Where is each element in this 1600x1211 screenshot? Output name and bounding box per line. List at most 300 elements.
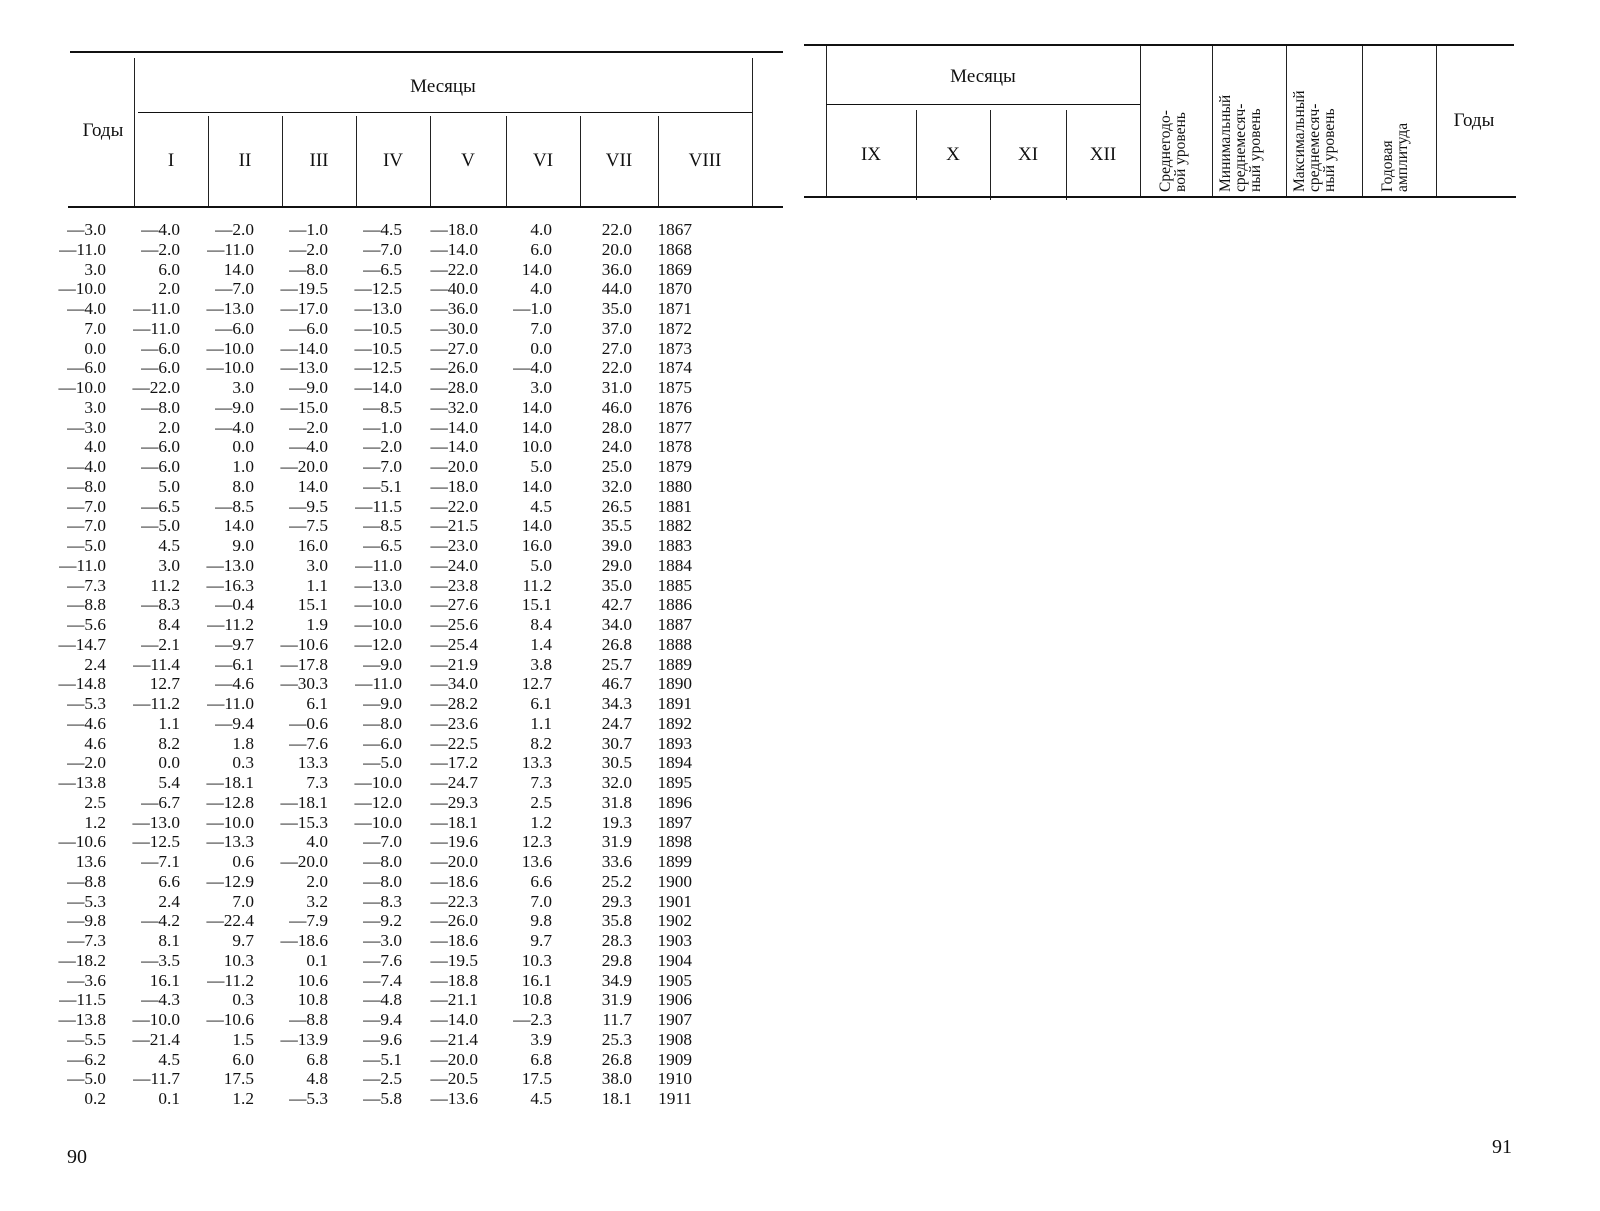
table-cell: 6.1: [306, 694, 328, 713]
table-cell: —13.6: [430, 1089, 478, 1108]
table-cell: 38.0: [601, 1069, 632, 1089]
table-cell: —5.0: [363, 753, 402, 773]
table-cell: 3.2: [306, 891, 328, 911]
table-cell: 37.0: [601, 318, 632, 338]
table-cell: 25.0: [601, 457, 632, 476]
table-cell: 1873: [657, 338, 692, 358]
table-cell: —18.1: [280, 792, 328, 812]
table-cell: 9.8: [530, 911, 552, 931]
table-cell: —10.0: [206, 358, 254, 378]
table-cell: —5.0: [67, 1069, 106, 1089]
table-cell: 13.3: [521, 753, 552, 773]
table-cell: —9.0: [215, 397, 254, 417]
table-cell: 0.0: [84, 338, 106, 358]
table-cell: —13.9: [280, 1029, 328, 1049]
table-cell: —3.6: [67, 970, 106, 990]
table-cell: —10.5: [354, 318, 402, 338]
table-cell: 1.1: [158, 713, 180, 733]
table-cell: 1885: [657, 575, 692, 595]
column-divider: [916, 110, 917, 200]
table-cell: —12.8: [206, 792, 254, 812]
table-cell: 10.8: [521, 990, 552, 1010]
table-cell: —21.9: [430, 654, 478, 674]
table-cell: 35.0: [601, 575, 632, 595]
table-cell: 2.0: [158, 417, 180, 437]
annual-mean-header: Среднегодо- вой уровень: [1157, 110, 1189, 192]
table-cell: —20.0: [280, 457, 328, 476]
table-cell: —11.0: [133, 299, 180, 318]
table-cell: —7.0: [67, 496, 106, 516]
month-header-iii: III: [309, 150, 329, 171]
months-rule: [826, 104, 1140, 105]
column-divider: [580, 116, 581, 208]
table-cell: —1.0: [289, 220, 328, 239]
table-cell: —13.8: [58, 1010, 106, 1029]
table-cell: 1897: [657, 812, 692, 832]
table-cell: 1876: [657, 397, 692, 417]
table-cell: 0.1: [158, 1089, 180, 1108]
table-cell: —7.5: [289, 516, 328, 536]
table-cell: 1867: [657, 220, 692, 239]
table-cell: —7.3: [67, 575, 106, 595]
table-cell: —22.5: [430, 733, 478, 753]
months-rule: [138, 112, 752, 113]
table-cell: —10.0: [354, 615, 402, 634]
table-cell: 44.0: [601, 279, 632, 299]
table-cell: 1886: [657, 595, 692, 615]
table-cell: 32.0: [601, 773, 632, 792]
column-divider: [990, 110, 991, 200]
table-cell: —10.0: [206, 338, 254, 358]
table-cell: —1.0: [513, 299, 552, 318]
table-cell: 10.3: [521, 950, 552, 970]
table-cell: —22.0: [132, 378, 180, 397]
table-cell: 5.4: [158, 773, 180, 792]
table-cell: 14.0: [223, 516, 254, 536]
table-cell: 0.3: [232, 753, 254, 773]
month-header-vi: VI: [532, 150, 554, 171]
month-header-viii: VIII: [688, 150, 722, 171]
table-cell: —1.0: [363, 417, 402, 437]
table-cell: 34.9: [601, 970, 632, 990]
table-cell: 35.5: [601, 516, 632, 536]
table-cell: 4.5: [530, 1089, 552, 1108]
table-cell: 1882: [657, 516, 692, 536]
table-cell: —14.0: [280, 338, 328, 358]
table-cell: 7.0: [232, 891, 254, 911]
table-cell: —22.0: [430, 259, 478, 279]
table-cell: 1870: [657, 279, 692, 299]
table-cell: 2.0: [158, 279, 180, 299]
table-cell: —10.0: [206, 812, 254, 832]
table-cell: —6.0: [289, 318, 328, 338]
table-cell: —4.2: [141, 911, 180, 931]
table-cell: 1906: [657, 990, 692, 1010]
table-cell: 0.0: [158, 753, 180, 773]
table-cell: 1887: [657, 615, 692, 634]
table-cell: —18.6: [430, 931, 478, 950]
table-cell: 5.0: [530, 555, 552, 575]
table-cell: 15.1: [521, 595, 552, 615]
table-cell: —12.5: [132, 832, 180, 852]
table-cell: —13.0: [206, 555, 254, 575]
table-cell: —4.0: [67, 457, 106, 476]
table-cell: —14.8: [58, 674, 106, 694]
table-cell: —6.5: [363, 259, 402, 279]
table-cell: 1910: [657, 1069, 692, 1089]
table-cell: 42.7: [601, 595, 632, 615]
table-cell: 8.2: [158, 733, 180, 753]
table-cell: 1895: [657, 773, 692, 792]
table-cell: 14.0: [521, 417, 552, 437]
table-cell: —12.9: [206, 871, 254, 891]
table-cell: 25.7: [601, 654, 632, 674]
table-cell: —12.0: [354, 634, 402, 654]
table-cell: —18.0: [430, 476, 478, 496]
table-cell: 35.8: [601, 911, 632, 931]
table-cell: —11.0: [355, 555, 402, 575]
table-cell: —10.0: [58, 378, 106, 397]
table-cell: —15.3: [280, 812, 328, 832]
table-cell: 4.0: [530, 279, 552, 299]
table-cell: —8.0: [363, 713, 402, 733]
table-cell: —2.0: [289, 417, 328, 437]
table-cell: 1868: [657, 239, 692, 259]
table-cell: 3.0: [232, 378, 254, 397]
table-cell: 6.1: [530, 694, 552, 713]
table-cell: —9.2: [363, 911, 402, 931]
table-cell: 3.0: [84, 259, 106, 279]
table-cell: 1884: [657, 555, 692, 575]
table-cell: 8.0: [232, 476, 254, 496]
table-cell: —10.0: [132, 1010, 180, 1029]
table-cell: 19.3: [601, 812, 632, 832]
table-cell: —4.0: [67, 299, 106, 318]
table-cell: 1907: [657, 1010, 692, 1029]
table-cell: 16.0: [521, 536, 552, 555]
table-cell: 1889: [657, 654, 692, 674]
table-cell: 4.0: [84, 437, 106, 457]
table-cell: —9.0: [363, 654, 402, 674]
table-cell: —7.6: [363, 950, 402, 970]
table-cell: —18.2: [58, 950, 106, 970]
table-cell: —24.0: [430, 555, 478, 575]
table-cell: —2.0: [289, 239, 328, 259]
table-cell: —3.0: [363, 931, 402, 950]
table-cell: —21.1: [430, 990, 478, 1010]
table-cell: 16.1: [521, 970, 552, 990]
table-cell: 3.8: [530, 654, 552, 674]
table-cell: 5.0: [158, 476, 180, 496]
table-cell: —4.5: [363, 220, 402, 239]
table-cell: —18.6: [280, 931, 328, 950]
divider: [1362, 46, 1363, 196]
table-cell: —4.6: [215, 674, 254, 694]
table-cell: 0.2: [84, 1089, 106, 1108]
table-cell: 6.8: [306, 1049, 328, 1069]
table-cell: —2.0: [215, 220, 254, 239]
table-cell: 36.0: [601, 259, 632, 279]
table-cell: 1905: [657, 970, 692, 990]
table-cell: —20.0: [430, 852, 478, 871]
table-cell: 9.0: [232, 536, 254, 555]
table-cell: 1892: [657, 713, 692, 733]
table-cell: 33.6: [601, 852, 632, 871]
months-header: Месяцы: [410, 76, 476, 97]
table-cell: —2.3: [513, 1010, 552, 1029]
header-bottom-rule: [804, 196, 1516, 198]
table-cell: 1911: [658, 1089, 692, 1108]
table-cell: —6.1: [215, 654, 254, 674]
table-cell: —8.5: [363, 516, 402, 536]
table-cell: —11.2: [207, 615, 254, 634]
table-cell: 4.0: [306, 832, 328, 852]
table-cell: —6.0: [363, 733, 402, 753]
table-cell: —23.6: [430, 713, 478, 733]
table-cell: 4.5: [158, 1049, 180, 1069]
column-divider: [658, 116, 659, 208]
table-cell: —8.8: [289, 1010, 328, 1029]
table-cell: 5.0: [530, 457, 552, 476]
table-cell: 1.9: [306, 615, 328, 634]
table-cell: —11.0: [59, 555, 106, 575]
table-cell: —14.0: [430, 437, 478, 457]
table-cell: —11.4: [133, 654, 180, 674]
column-divider: [1066, 110, 1067, 200]
table-cell: 1888: [657, 634, 692, 654]
table-cell: 46.7: [601, 674, 632, 694]
table-cell: 31.0: [601, 378, 632, 397]
table-cell: 26.8: [601, 634, 632, 654]
table-cell: —9.0: [363, 694, 402, 713]
month-header-iv: IV: [382, 150, 404, 171]
table-cell: —7.1: [141, 852, 180, 871]
table-cell: —22.0: [430, 496, 478, 516]
table-cell: 6.0: [158, 259, 180, 279]
table-cell: 17.5: [223, 1069, 254, 1089]
table-cell: 25.3: [601, 1029, 632, 1049]
table-cell: 29.8: [601, 950, 632, 970]
table-cell: 7.0: [530, 318, 552, 338]
table-cell: 13.6: [521, 852, 552, 871]
table-cell: 4.5: [530, 496, 552, 516]
table-cell: —7.0: [363, 832, 402, 852]
month-header-v: V: [461, 150, 475, 171]
table-cell: —30.3: [280, 674, 328, 694]
table-cell: 6.6: [158, 871, 180, 891]
table-cell: —10.0: [354, 773, 402, 792]
table-cell: —4.8: [363, 990, 402, 1010]
table-cell: 1903: [657, 931, 692, 950]
table-cell: —14.7: [58, 634, 106, 654]
table-cell: —11.2: [133, 694, 180, 713]
table-cell: —0.6: [289, 713, 328, 733]
table-cell: —19.5: [430, 950, 478, 970]
table-cell: 6.8: [530, 1049, 552, 1069]
table-cell: —18.1: [206, 773, 254, 792]
table-cell: 1896: [657, 792, 692, 812]
table-cell: —5.8: [363, 1089, 402, 1108]
table-cell: —11.0: [133, 318, 180, 338]
table-cell: —9.8: [67, 911, 106, 931]
table-cell: 1901: [657, 891, 692, 911]
table-cell: 1.2: [84, 812, 106, 832]
table-cell: —18.8: [430, 970, 478, 990]
table-cell: —19.5: [280, 279, 328, 299]
table-cell: 1909: [657, 1049, 692, 1069]
table-cell: 35.0: [601, 299, 632, 318]
table-cell: —0.4: [215, 595, 254, 615]
table-cell: —10.0: [58, 279, 106, 299]
table-cell: 1.0: [232, 457, 254, 476]
table-cell: —11.0: [207, 239, 254, 259]
month-header-vii: VII: [605, 150, 633, 171]
table-cell: —10.0: [354, 595, 402, 615]
right-border: [752, 58, 753, 206]
table-cell: —11.0: [59, 239, 106, 259]
table-cell: 4.0: [530, 220, 552, 239]
table-cell: 0.6: [232, 852, 254, 871]
table-cell: —9.5: [289, 496, 328, 516]
table-cell: 28.3: [601, 931, 632, 950]
table-cell: —8.0: [289, 259, 328, 279]
table-cell: 17.5: [521, 1069, 552, 1089]
years-header: Годы: [1453, 110, 1495, 131]
table-cell: 22.0: [601, 358, 632, 378]
table-cell: 27.0: [601, 338, 632, 358]
table-cell: 10.3: [223, 950, 254, 970]
table-cell: 3.0: [158, 555, 180, 575]
table-cell: —5.0: [141, 516, 180, 536]
table-cell: 12.3: [521, 832, 552, 852]
table-cell: 3.0: [530, 378, 552, 397]
table-cell: 0.3: [232, 990, 254, 1010]
table-cell: —4.0: [289, 437, 328, 457]
table-cell: —22.4: [206, 911, 254, 931]
table-cell: —4.0: [141, 220, 180, 239]
table-cell: 0.1: [306, 950, 328, 970]
table-cell: —34.0: [430, 674, 478, 694]
table-cell: 1899: [657, 852, 692, 871]
table-cell: —6.0: [67, 358, 106, 378]
table-cell: 1908: [657, 1029, 692, 1049]
table-cell: —7.3: [67, 931, 106, 950]
month-header-ii: II: [238, 150, 252, 171]
month-header-xi: XI: [1017, 144, 1039, 165]
table-cell: —8.3: [141, 595, 180, 615]
table-cell: 3.0: [306, 555, 328, 575]
table-cell: 28.0: [601, 417, 632, 437]
table-cell: —3.5: [141, 950, 180, 970]
column-divider: [506, 116, 507, 208]
table-cell: —11.5: [59, 990, 106, 1010]
table-cell: 1.4: [530, 634, 552, 654]
table-cell: —19.6: [430, 832, 478, 852]
table-cell: —4.3: [141, 990, 180, 1010]
table-cell: —20.5: [430, 1069, 478, 1089]
table-cell: —27.0: [430, 338, 478, 358]
table-cell: —20.0: [430, 457, 478, 476]
table-cell: 8.4: [530, 615, 552, 634]
table-cell: —21.5: [430, 516, 478, 536]
table-cell: —14.0: [354, 378, 402, 397]
table-cell: —12.0: [354, 792, 402, 812]
table-cell: 7.3: [306, 773, 328, 792]
table-cell: —5.1: [363, 1049, 402, 1069]
table-cell: —13.3: [206, 832, 254, 852]
table-cell: 2.5: [84, 792, 106, 812]
divider: [1140, 46, 1141, 196]
table-cell: 6.6: [530, 871, 552, 891]
table-cell: 13.6: [75, 852, 106, 871]
table-cell: 8.2: [530, 733, 552, 753]
table-cell: 34.0: [601, 615, 632, 634]
table-cell: 2.4: [84, 654, 106, 674]
table-cell: 1871: [657, 299, 692, 318]
table-cell: —9.4: [215, 713, 254, 733]
table-cell: —6.0: [141, 338, 180, 358]
table-cell: —18.1: [430, 812, 478, 832]
table-cell: 6.0: [530, 239, 552, 259]
table-cell: —12.5: [354, 358, 402, 378]
table-cell: 20.0: [601, 239, 632, 259]
table-cell: 2.0: [306, 871, 328, 891]
column-divider: [356, 116, 357, 208]
table-cell: —4.0: [513, 358, 552, 378]
table-cell: —6.5: [141, 496, 180, 516]
month-header-xii: XII: [1089, 144, 1117, 165]
table-cell: —26.0: [430, 911, 478, 931]
table-cell: —13.0: [280, 358, 328, 378]
table-cell: —20.0: [430, 1049, 478, 1069]
table-cell: —9.7: [215, 634, 254, 654]
table-cell: —16.3: [206, 575, 254, 595]
table-cell: —6.0: [215, 318, 254, 338]
table-cell: —13.0: [206, 299, 254, 318]
divider: [1286, 46, 1287, 196]
table-cell: —3.0: [67, 220, 106, 239]
table-cell: —6.0: [141, 358, 180, 378]
month-header-i: I: [167, 150, 175, 171]
table-cell: —6.2: [67, 1049, 106, 1069]
table-cell: —4.0: [215, 417, 254, 437]
table-cell: —2.0: [67, 753, 106, 773]
table-cell: 14.0: [521, 259, 552, 279]
table-cell: 1874: [657, 358, 692, 378]
table-cell: 9.7: [232, 931, 254, 950]
table-cell: —11.7: [133, 1069, 180, 1089]
table-cell: 16.1: [149, 970, 180, 990]
table-cell: —5.6: [67, 615, 106, 634]
table-cell: —9.4: [363, 1010, 402, 1029]
table-cell: 7.0: [530, 891, 552, 911]
table-cell: 1893: [657, 733, 692, 753]
table-cell: 14.0: [521, 516, 552, 536]
table-cell: —36.0: [430, 299, 478, 318]
table-cell: 0.0: [530, 338, 552, 358]
table-cell: —8.5: [363, 397, 402, 417]
column-divider: [282, 116, 283, 208]
table-cell: —8.0: [141, 397, 180, 417]
table-cell: —24.7: [430, 773, 478, 792]
table-cell: —11.2: [207, 970, 254, 990]
table-cell: —5.3: [289, 1089, 328, 1108]
table-cell: 31.9: [601, 990, 632, 1010]
min-monthly-header: Минимальный среднемесяч- ный уровень: [1217, 94, 1264, 192]
table-cell: —10.6: [58, 832, 106, 852]
table-cell: 1879: [657, 457, 692, 476]
table-cell: 31.8: [601, 792, 632, 812]
